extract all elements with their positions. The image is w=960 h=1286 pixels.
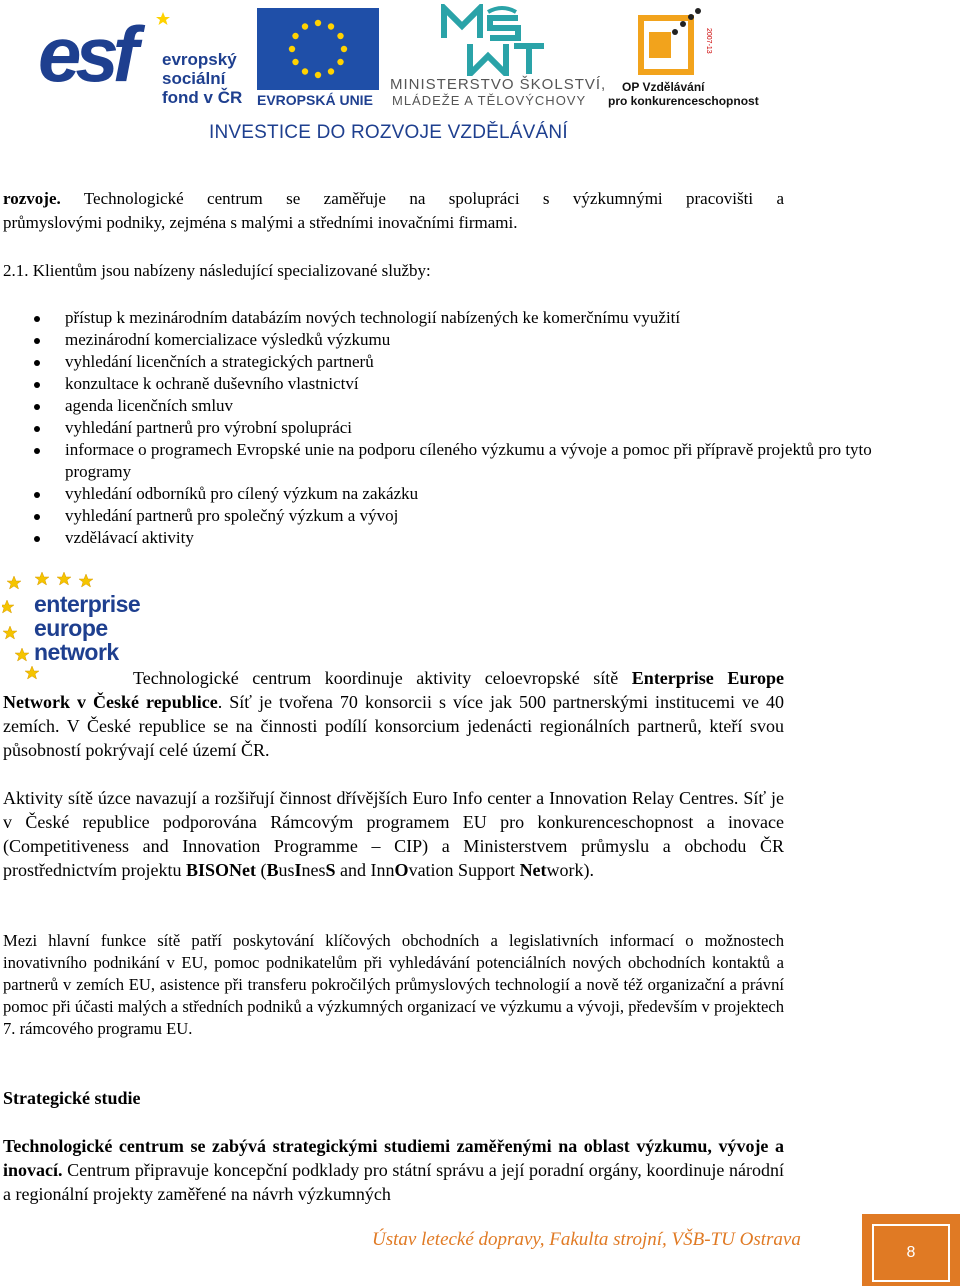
op-line: pro konkurenceschopnost xyxy=(608,94,759,108)
bullet-icon xyxy=(34,492,40,498)
list-item: vyhledání partnerů pro společný výzkum a vývoj xyxy=(34,505,894,527)
list-item: informace o programech Evropské unie na podporu cíleného výzkumu a vývoje a pomoc při přípravě projektů pro tyto programy xyxy=(34,439,894,483)
eu-flag xyxy=(257,8,379,90)
bullet-icon xyxy=(34,316,40,322)
section-heading: 2.1. Klientům jsou nabízeny následující specializované služby: xyxy=(3,261,431,280)
bullet-icon xyxy=(34,360,40,366)
esf-star-icon xyxy=(156,12,170,26)
list-item: vzdělávací aktivity xyxy=(34,527,894,549)
investice-banner: INVESTICE DO ROZVOJE VZDĚLÁVÁNÍ xyxy=(209,122,568,143)
page-number: 8 xyxy=(872,1224,950,1282)
strategic-heading: Strategické studie xyxy=(3,1088,141,1108)
activities-paragraph: Aktivity sítě úzce navazují a rozšiřují činnost dřívějších Euro Info center a Innovation Relay Centres. Síť je v České republice podporována Rámcovým programem EU pro konkurenceschopnost a inovace (Competitiveness and Innovation Programme – CIP) a Ministerstvem průmyslu a obchodu ČR prostřednictvím projektu BISONet (BusInesS and InnOvation Support Network). xyxy=(3,788,784,880)
msmt-logo-mark xyxy=(440,4,550,76)
esf-letters: esf xyxy=(38,10,133,98)
msmt-line: MLÁDEŽE A TĚLOVÝCHOVY xyxy=(392,93,587,108)
op-logo xyxy=(635,6,715,78)
list-item: mezinárodní komercializace výsledků výzkumu xyxy=(34,329,894,351)
intro-line-1 xyxy=(3,187,784,211)
list-item: agenda licenčních smluv xyxy=(34,395,894,417)
list-item: vyhledání odborníků pro cílený výzkum na zakázku xyxy=(34,483,894,505)
esf-line: sociální xyxy=(162,69,226,88)
een-wordmark xyxy=(34,592,140,664)
op-text xyxy=(608,80,759,108)
op-year: 2007-13 xyxy=(705,28,712,54)
op-logo-icon xyxy=(635,6,715,78)
functions-paragraph: Mezi hlavní funkce sítě patří poskytování klíčových obchodních a legislativních informací o možnostech inovativního podnikání v EU, pomoc podnikatelům při vyhledávání potenciálních nových obchodních kontaktů a partnerů v zemích EU, asistence při transferu pokročilých průmyslových technologií a nově též organizační a právní pomoc při účasti malých a středních podniků a výzkumných organizací ve výzkumu a vývoji, především v projektech 7. rámcového programu EU. xyxy=(3,931,784,1038)
intro-bold: rozvoje. xyxy=(3,189,61,208)
op-line: OP Vzdělávání xyxy=(622,80,705,94)
msmt-text xyxy=(390,76,606,108)
een-top-stars-icon xyxy=(32,570,142,588)
footer-institution: Ústav letecké dopravy, Fakulta strojní, VŠB-TU Ostrava xyxy=(372,1229,801,1250)
msmt-mark-icon xyxy=(440,4,550,76)
esf-line: evropský xyxy=(162,50,237,69)
eu-label: EVROPSKÁ UNIE xyxy=(257,92,373,108)
een-line: europe xyxy=(34,615,108,641)
esf-line: fond v ČR xyxy=(162,88,243,107)
strategic-paragraph: Technologické centrum se zabývá strategickými studiemi zaměřenými na oblast výzkumu, vývoje a inovací. Centrum připravuje koncepční podklady pro státní správu a její poradní orgány, koordinuje národní a regionální projekty zaměřené na návrh výzkumných xyxy=(3,1136,784,1204)
bullet-icon xyxy=(34,382,40,388)
list-item: vyhledání licenčních a strategických partnerů xyxy=(34,351,894,373)
list-item: vyhledání partnerů pro výrobní spolupráci xyxy=(34,417,894,439)
esf-logo xyxy=(38,6,244,106)
bullet-icon xyxy=(34,338,40,344)
bullet-icon xyxy=(34,536,40,542)
bullet-icon xyxy=(34,404,40,410)
een-paragraph: Technologické centrum koordinuje aktivity celoevropské sítě Enterprise Europe Network v České republice. Síť je tvořena 70 konsorcii s více jak 500 partnerskými institucemi ve 40 zemích. V České republice se na činnosti podílí konsorcium jedenácti regionálních partnerů, kteří svou působností pokrývají celé území ČR. xyxy=(3,668,785,760)
bullet-icon xyxy=(34,426,40,432)
eu-stars-icon xyxy=(257,8,379,90)
list-item: přístup k mezinárodním databázím nových technologií nabízených ke komerčnímu využití xyxy=(34,307,894,329)
een-line: enterprise xyxy=(34,591,141,617)
bullet-icon xyxy=(34,448,40,454)
page-number-box xyxy=(862,1214,960,1286)
msmt-line: MINISTERSTVO ŠKOLSTVÍ, xyxy=(390,76,607,93)
bullet-icon xyxy=(34,514,40,520)
list-item: konzultace k ochraně duševního vlastnictví xyxy=(34,373,894,395)
intro-line-2: průmyslovými podniky, zejména s malými a středními inovačními firmami. xyxy=(3,213,518,232)
een-line: network xyxy=(34,639,119,665)
intro-text: Technologické centrum se zaměřuje na spolupráci s výzkumnými pracovišti a xyxy=(60,189,784,208)
services-list xyxy=(34,307,894,549)
esf-text xyxy=(162,50,242,107)
